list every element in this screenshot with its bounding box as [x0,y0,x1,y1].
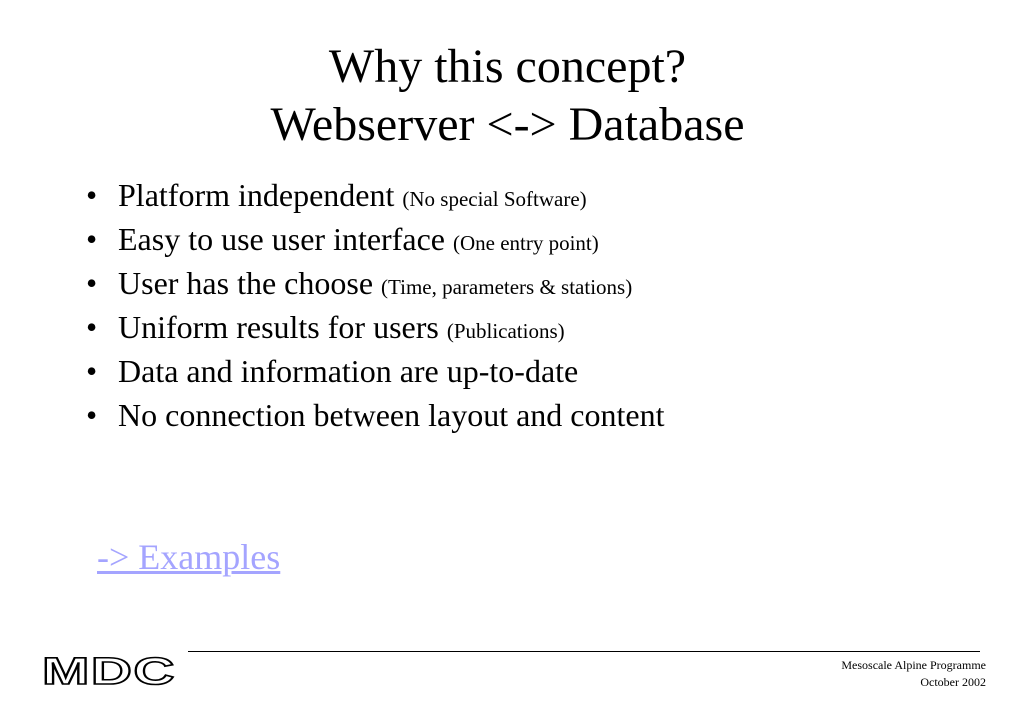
bullet-point-icon: • [86,397,98,433]
title-line-2: Webserver <-> Database [270,98,745,151]
bullet-text: Data and information are up-to-date [118,353,579,389]
footer-info [841,657,986,691]
bullet-point-icon: • [86,265,98,301]
bullet-point-icon: • [86,221,98,257]
bullet-note: (Time, parameters & stations) [381,275,633,299]
footer-date: October 2002 [920,675,986,689]
examples-link[interactable]: -> Examples [97,537,281,577]
bullet-item [86,305,664,349]
bullet-item [86,261,664,305]
bullet-list [86,173,664,437]
bullet-text: User has the choose [118,265,382,301]
bullet-note: (One entry point) [452,231,599,255]
mdc-logo-text: MDC [42,652,176,690]
bullet-text: Uniform results for users [118,309,447,345]
bullet-text: No connection between layout and content [118,397,665,433]
bullet-item [86,173,664,217]
bullet-note: (No special Software) [402,187,587,211]
bullet-item [86,349,664,393]
bullet-item [86,217,664,261]
footer-programme: Mesoscale Alpine Programme [841,658,986,672]
bullet-item [86,393,664,437]
mdc-logo [40,652,180,690]
footer-divider [188,651,980,652]
title-line-1: Why this concept? [328,40,687,93]
bullet-text: Easy to use user interface [118,221,453,257]
bullet-point-icon: • [86,353,98,389]
bullet-point-icon: • [86,309,98,345]
bullet-text: Platform independent [118,177,403,213]
slide-title [0,38,1015,154]
bullet-point-icon: • [86,177,98,213]
bullet-note: (Publications) [446,319,565,343]
